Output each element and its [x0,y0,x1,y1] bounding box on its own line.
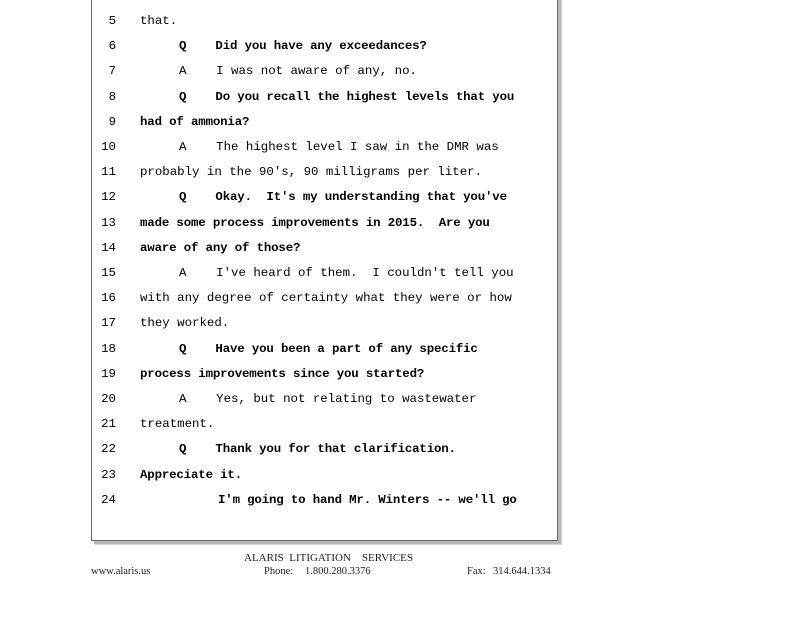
line-number: 8 [108,89,116,104]
question-text: Q Okay. It's my understanding that you've [179,190,507,205]
transcript-line [92,189,557,205]
transcript-line [92,89,557,105]
footer-fax: 314.644.1334 [493,566,551,577]
transcript-line [92,441,557,457]
footer-phone-label: Phone: [264,566,294,577]
transcript-line [92,290,557,306]
line-number: 9 [108,114,116,129]
answer-text: probably in the 90's, 90 milligrams per liter. [140,165,483,180]
transcript-line [92,114,557,130]
line-number: 10 [101,140,116,154]
answer-text: A The highest level I saw in the DMR was [179,140,499,154]
line-number: 24 [101,492,116,507]
answer-text: that. [140,14,178,28]
transcript-line [92,164,557,180]
line-number: 13 [101,215,116,230]
line-number: 22 [101,442,116,457]
transcript-line [92,215,557,231]
line-number: 21 [101,417,116,432]
question-text: Q Thank you for that clarification. [179,442,456,457]
line-number: 23 [101,467,116,482]
question-text: I'm going to hand Mr. Winters -- we'll go [218,492,517,507]
transcript-line [92,240,557,256]
transcript-line [92,265,557,281]
line-number: 14 [101,240,116,255]
question-text: aware of any of those? [140,240,301,255]
line-number: 12 [101,190,116,205]
transcript-line [92,63,557,79]
footer-fax-label: Fax: [467,566,486,577]
transcript-page [91,0,558,541]
transcript-line [92,38,557,54]
line-number: 5 [108,14,116,28]
line-number: 16 [101,291,116,306]
transcript-line [92,139,557,155]
footer-company: ALARIS LITIGATION SERVICES [244,552,414,564]
answer-text: A I've heard of them. I couldn't tell you [179,266,514,280]
transcript-line [92,341,557,357]
transcript-line [92,13,557,29]
footer-website[interactable]: www.alaris.us [91,566,151,577]
line-number: 15 [101,266,116,280]
answer-text: A I was not aware of any, no. [179,64,417,79]
answer-text: A Yes, but not relating to wastewater [179,392,477,406]
line-number: 19 [101,366,116,381]
question-text: had of ammonia? [140,114,250,129]
answer-text: treatment. [140,417,215,432]
question-text: Appreciate it. [140,467,242,482]
line-number: 11 [101,165,116,180]
question-text: process improvements since you started? [140,366,425,381]
question-text: Q Have you been a part of any specific [179,341,478,356]
question-text: made some process improvements in 2015. Are you [140,215,490,230]
line-number: 20 [101,392,116,406]
footer-phone: 1.800.280.3376 [305,566,371,577]
transcript-line [92,391,557,407]
line-number: 17 [101,316,116,331]
line-number: 6 [108,39,116,54]
answer-text: they worked. [140,316,230,331]
transcript-line [92,416,557,432]
transcript-line [92,492,557,508]
question-text: Q Did you have any exceedances? [179,39,427,54]
transcript-line [92,467,557,483]
line-number: 7 [108,64,116,79]
transcript-line [92,315,557,331]
question-text: Q Do you recall the highest levels that you [179,89,515,104]
line-number: 18 [101,341,116,356]
transcript-line [92,366,557,382]
answer-text: with any degree of certainty what they were or how [140,291,512,306]
